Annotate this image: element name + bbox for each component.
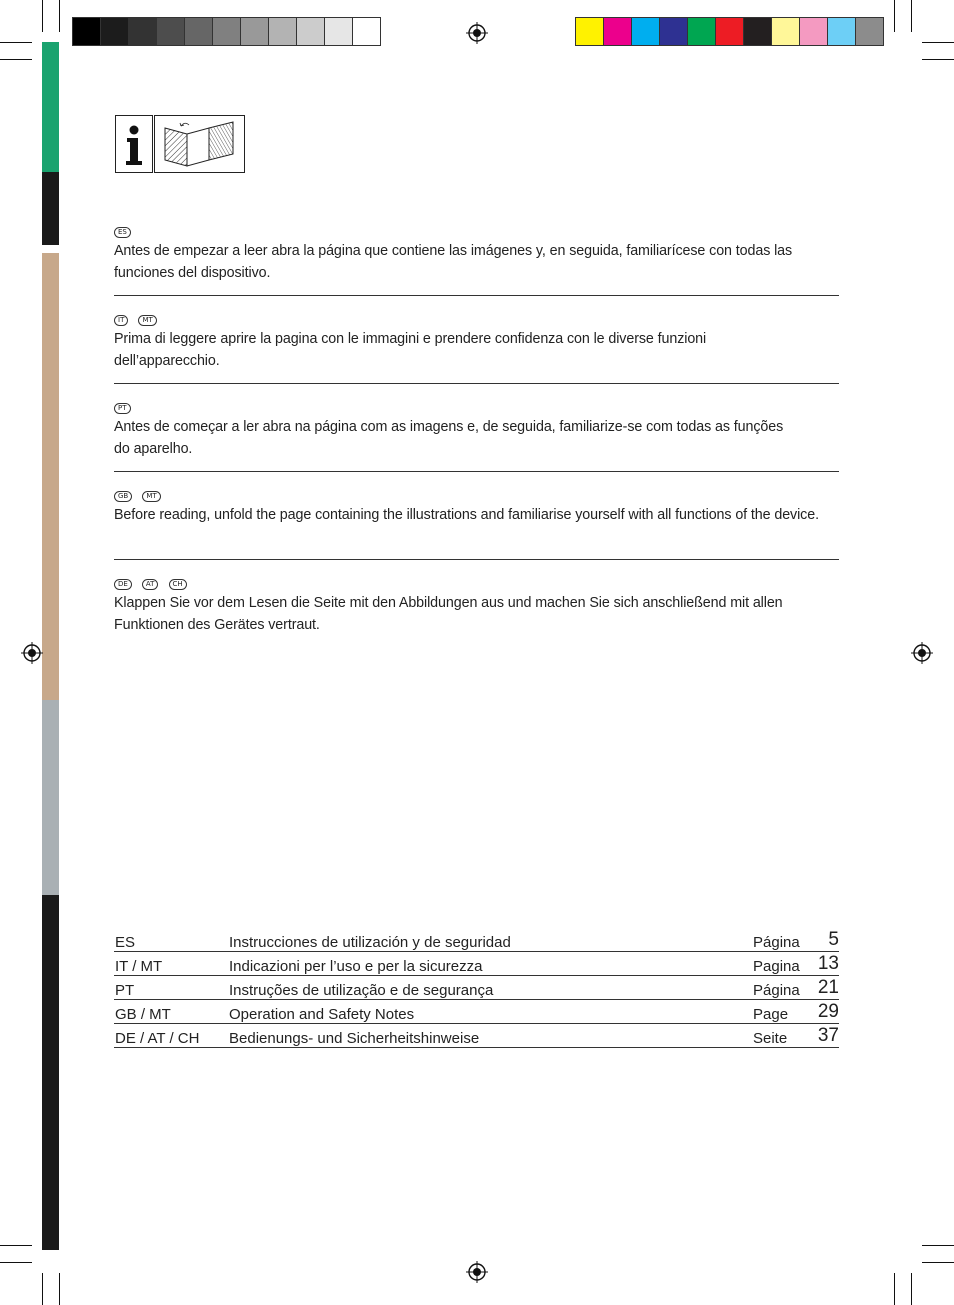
toc-language: PT [114, 976, 229, 1000]
crop-mark [894, 0, 895, 32]
toc-page-number: 13 [813, 952, 839, 976]
toc-language: GB / MT [114, 1000, 229, 1024]
language-badge: MT [138, 315, 156, 326]
color-swatch [212, 17, 241, 46]
crop-mark [911, 0, 912, 32]
toc-row [114, 1000, 839, 1024]
instruction-text: Antes de empezar a leer abra la página que contiene las imágenes y, en seguida, familiarícese con todas las funciones del dispositivo. [114, 243, 793, 281]
toc-page-number: 29 [813, 1000, 839, 1024]
divider [114, 383, 839, 384]
toc-title: Instrucciones de utilización y de seguridad [229, 928, 753, 952]
crop-mark [894, 1273, 895, 1305]
side-strip-segment [42, 253, 59, 700]
side-strip-segment [42, 895, 59, 1250]
toc-page-number: 37 [813, 1024, 839, 1048]
language-badge: MT [142, 491, 160, 502]
crop-mark [0, 59, 32, 60]
toc-title: Operation and Safety Notes [229, 1000, 753, 1024]
language-badge: ES [114, 227, 131, 238]
crop-mark [922, 1262, 954, 1263]
toc-language: IT / MT [114, 952, 229, 976]
language-badge: CH [169, 579, 187, 590]
color-swatch [296, 17, 325, 46]
color-swatch [743, 17, 772, 46]
toc-row [114, 976, 839, 1000]
color-swatch [184, 17, 213, 46]
toc-language: DE / AT / CH [114, 1024, 229, 1048]
crop-mark [922, 42, 954, 43]
toc-title: Instruções de utilização e de segurança [229, 976, 753, 1000]
registration-mark-icon [21, 642, 43, 664]
divider [114, 559, 839, 560]
side-strip-segment [42, 172, 59, 245]
language-badge: AT [142, 579, 159, 590]
color-swatch [100, 17, 129, 46]
divider [114, 295, 839, 296]
toc-page-word: Página [753, 928, 813, 952]
toc-page-word: Page [753, 1000, 813, 1024]
color-swatch [631, 17, 660, 46]
toc-language: ES [114, 928, 229, 952]
crop-mark [0, 1245, 32, 1246]
side-strip-segment [42, 42, 59, 172]
registration-mark-icon [466, 1261, 488, 1283]
color-swatch [603, 17, 632, 46]
table-of-contents [114, 928, 839, 1048]
language-badges [114, 310, 839, 324]
color-swatch [352, 17, 381, 46]
color-swatch [128, 17, 157, 46]
section-es [114, 222, 839, 284]
crop-mark [42, 1273, 43, 1305]
color-swatch [156, 17, 185, 46]
color-swatch [72, 17, 101, 46]
color-swatch [659, 17, 688, 46]
color-swatch [771, 17, 800, 46]
language-badges [114, 222, 839, 236]
crop-mark [59, 0, 60, 32]
toc-page-number: 21 [813, 976, 839, 1000]
info-icon [115, 115, 153, 173]
section-pt [114, 398, 839, 460]
color-swatch [268, 17, 297, 46]
unfold-page-icon [154, 115, 245, 173]
color-swatch [324, 17, 353, 46]
section-it-mt [114, 310, 839, 372]
toc-page-number: 5 [813, 928, 839, 952]
color-swatch [240, 17, 269, 46]
color-swatch [827, 17, 856, 46]
crop-mark [0, 42, 32, 43]
toc-page-word: Página [753, 976, 813, 1000]
toc-title: Bedienungs- und Sicherheitshinweise [229, 1024, 753, 1048]
crop-mark [59, 1273, 60, 1305]
language-badge: DE [114, 579, 132, 590]
language-badge: IT [114, 315, 128, 326]
section-de-at-ch [114, 574, 839, 636]
color-swatch [575, 17, 604, 46]
language-badges [114, 486, 839, 500]
registration-mark-icon [911, 642, 933, 664]
toc-row [114, 1024, 839, 1048]
crop-mark [0, 1262, 32, 1263]
toc-page-word: Seite [753, 1024, 813, 1048]
crop-mark [42, 0, 43, 32]
toc-page-word: Pagina [753, 952, 813, 976]
instruction-text: Before reading, unfold the page containing the illustrations and familiarise yourself with all functions of the device. [114, 507, 819, 523]
language-badge: GB [114, 491, 132, 502]
color-swatch [687, 17, 716, 46]
toc-row [114, 952, 839, 976]
crop-mark [922, 59, 954, 60]
instruction-text: Prima di leggere aprire la pagina con le immagini e prendere confidenza con le diverse funzioni dell’apparecchio. [114, 331, 707, 369]
divider [114, 471, 839, 472]
crop-mark [922, 1245, 954, 1246]
language-badges [114, 398, 839, 412]
language-badge: PT [114, 403, 131, 414]
registration-mark-icon [466, 22, 488, 44]
instruction-text: Klappen Sie vor dem Lesen die Seite mit den Abbildungen aus und machen Sie sich anschließend mit allen Funktionen des Gerätes vertraut. [114, 595, 783, 633]
section-gb-mt [114, 486, 839, 526]
toc-title: Indicazioni per l’uso e per la sicurezza [229, 952, 753, 976]
color-swatch [715, 17, 744, 46]
instruction-text: Antes de começar a ler abra na página com as imagens e, de seguida, familiarize-se com todas as funções do aparelho. [114, 419, 784, 457]
crop-mark [911, 1273, 912, 1305]
side-strip-segment [42, 700, 59, 895]
color-swatch [855, 17, 884, 46]
language-badges [114, 574, 839, 588]
toc-row [114, 928, 839, 952]
color-swatch [799, 17, 828, 46]
